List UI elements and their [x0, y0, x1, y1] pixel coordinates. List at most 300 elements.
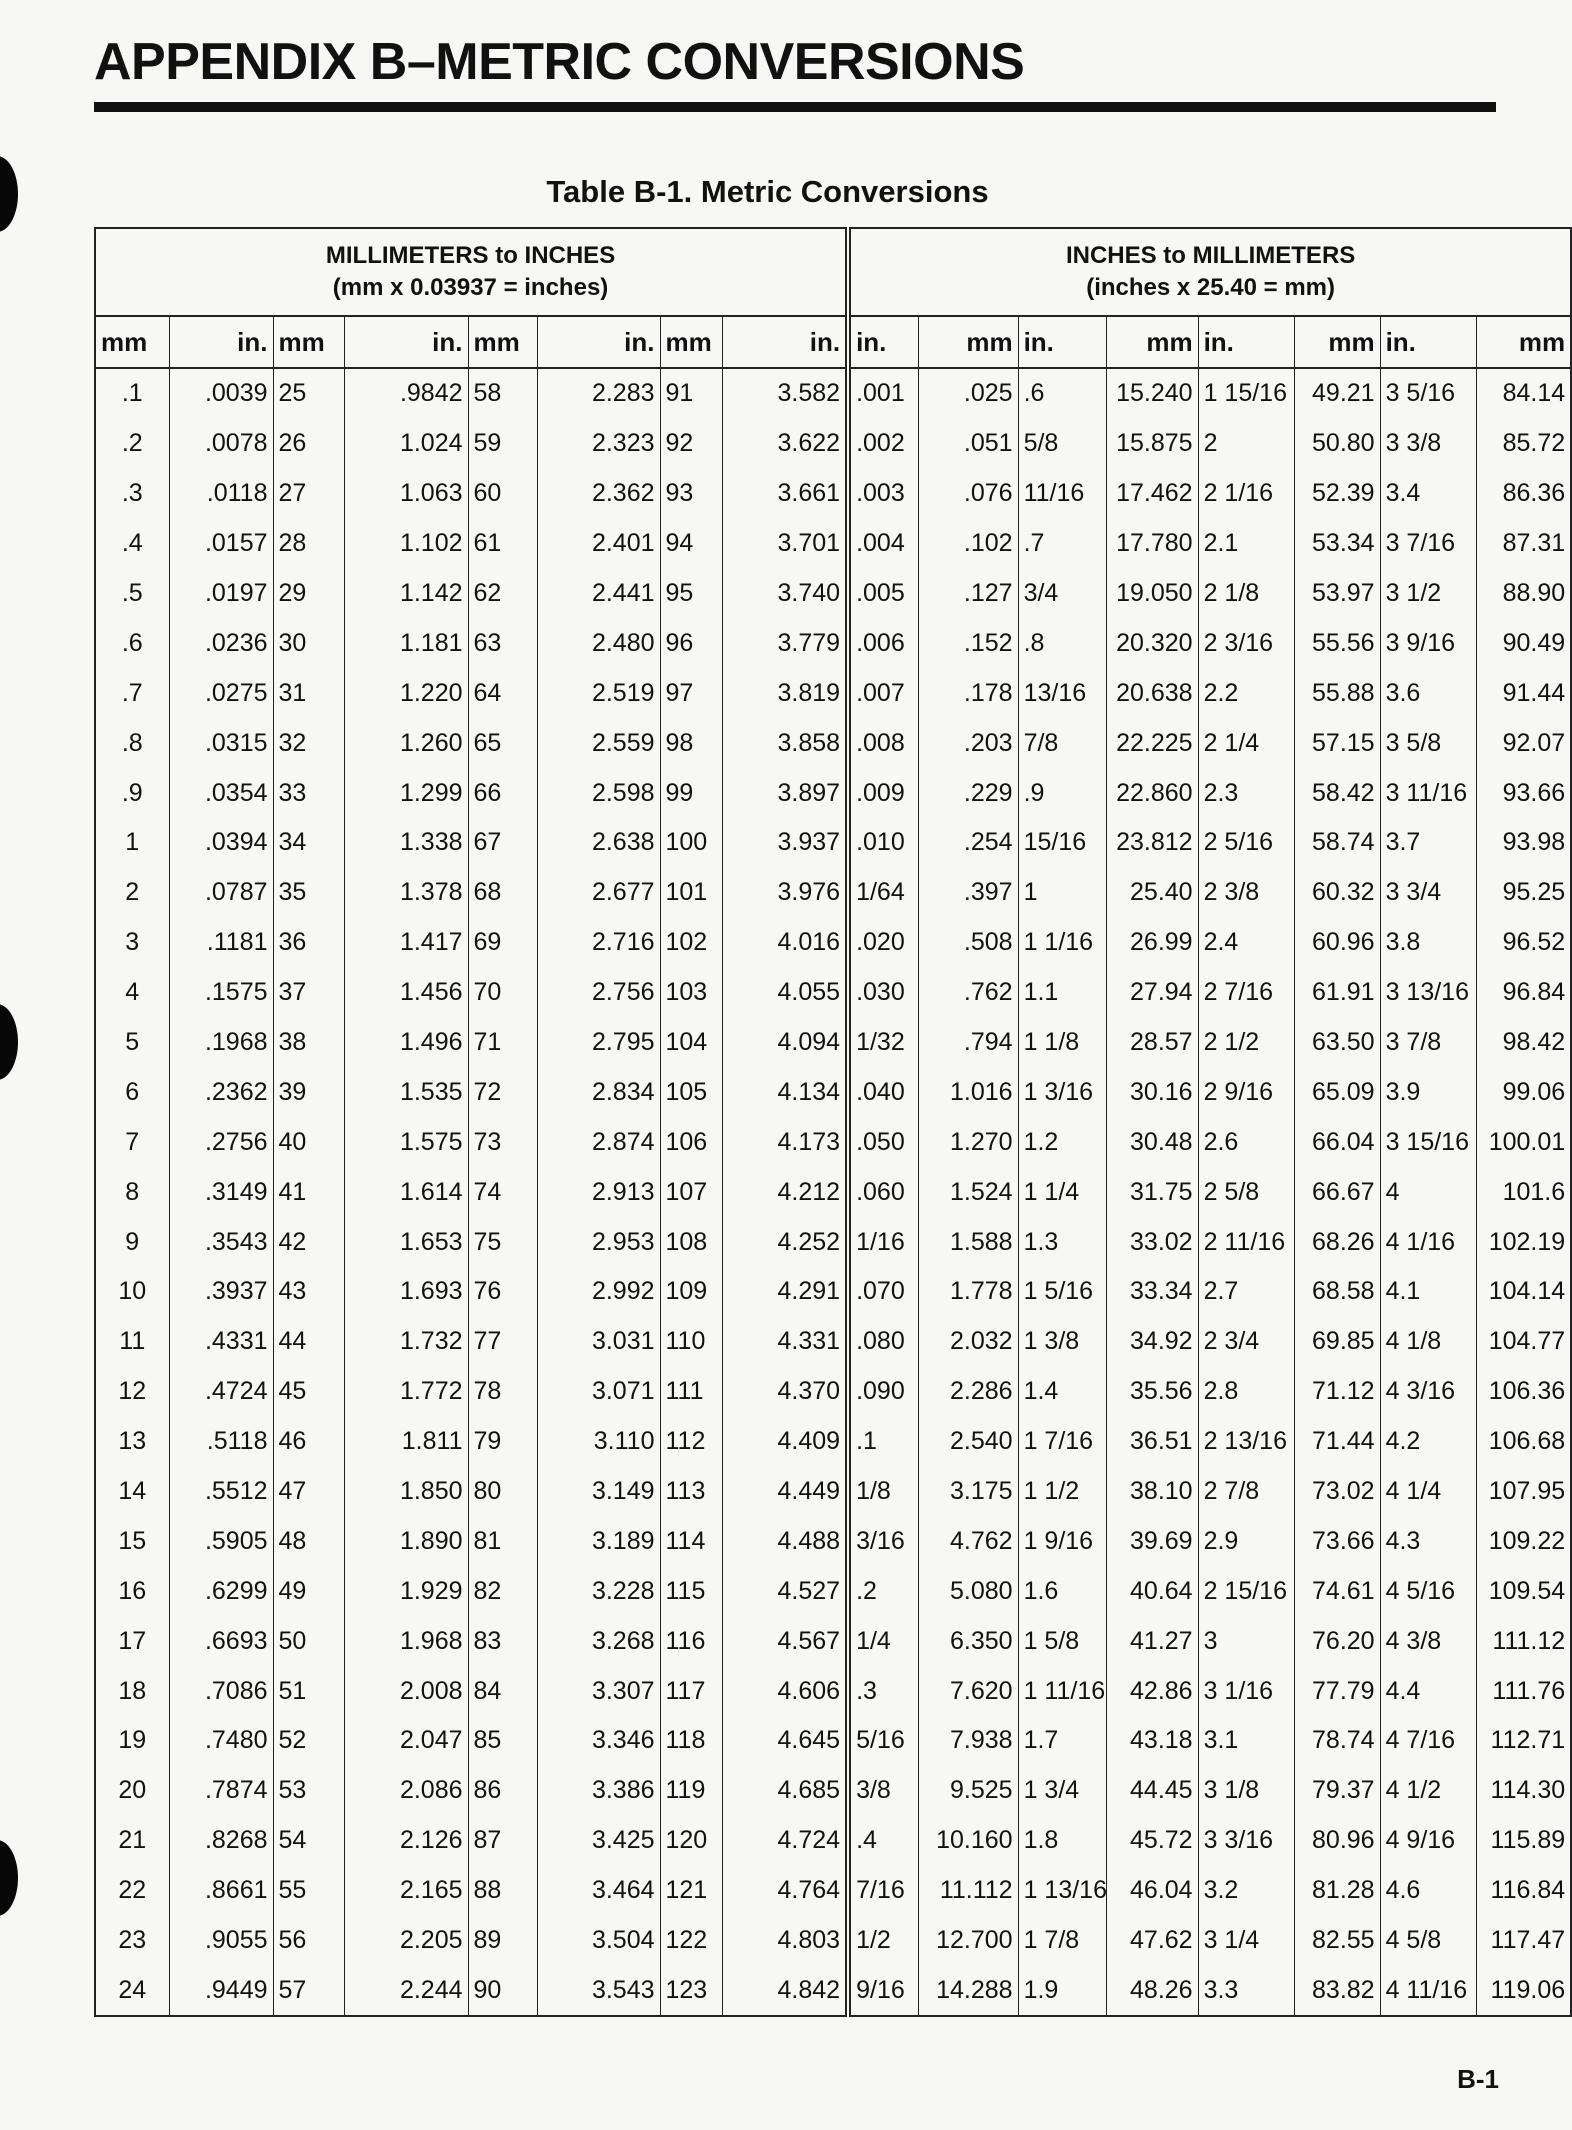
- table-cell: 104: [660, 1018, 722, 1068]
- table-cell: 33.02: [1106, 1217, 1198, 1267]
- table-cell: 111.76: [1476, 1666, 1571, 1716]
- table-cell: 3 5/8: [1380, 718, 1476, 768]
- table-cell: 107: [660, 1167, 722, 1217]
- table-cell: 98: [660, 718, 722, 768]
- table-cell: 1.016: [918, 1067, 1018, 1117]
- table-cell: 55.56: [1294, 618, 1380, 668]
- table-row: [95, 1766, 1571, 1816]
- table-cell: 38: [273, 1018, 344, 1068]
- table-cell: 2.480: [537, 618, 660, 668]
- table-row: [95, 1666, 1571, 1716]
- table-cell: 4: [1380, 1167, 1476, 1217]
- table-cell: 41.27: [1106, 1616, 1198, 1666]
- table-cell: 11/16: [1018, 469, 1106, 519]
- table-cell: 4 1/8: [1380, 1317, 1476, 1367]
- table-row: [95, 1716, 1571, 1766]
- table-cell: 34.92: [1106, 1317, 1198, 1367]
- table-cell: 51: [273, 1666, 344, 1716]
- table-cell: .2: [95, 419, 169, 469]
- table-cell: .003: [848, 469, 918, 519]
- table-cell: 4.567: [722, 1616, 848, 1666]
- table-cell: 61.91: [1294, 968, 1380, 1018]
- table-row: [95, 419, 1571, 469]
- table-cell: 102: [660, 918, 722, 968]
- table-cell: 13: [95, 1417, 169, 1467]
- table-cell: 84: [468, 1666, 537, 1716]
- table-cell: 1.102: [344, 519, 468, 569]
- table-cell: 81.28: [1294, 1866, 1380, 1916]
- table-cell: 23: [95, 1916, 169, 1966]
- table-cell: 4.803: [722, 1916, 848, 1966]
- table-cell: 2.441: [537, 569, 660, 619]
- table-cell: 2.519: [537, 668, 660, 718]
- table-cell: 96.84: [1476, 968, 1571, 1018]
- table-cell: .3: [95, 469, 169, 519]
- table-row: [95, 1018, 1571, 1068]
- table-cell: 33: [273, 768, 344, 818]
- table-cell: 2.795: [537, 1018, 660, 1068]
- table-cell: 93.98: [1476, 818, 1571, 868]
- table-cell: 30.48: [1106, 1117, 1198, 1167]
- section-header-mm-to-in: [95, 228, 848, 316]
- table-cell: 1 5/16: [1018, 1267, 1106, 1317]
- table-cell: 2.716: [537, 918, 660, 968]
- table-cell: 25.40: [1106, 868, 1198, 918]
- table-cell: 2.913: [537, 1167, 660, 1217]
- table-cell: 27: [273, 469, 344, 519]
- table-cell: .8661: [169, 1866, 273, 1916]
- table-row: [95, 1516, 1571, 1566]
- table-row: [95, 918, 1571, 968]
- table-cell: 69: [468, 918, 537, 968]
- table-cell: 2.559: [537, 718, 660, 768]
- table-cell: 11.112: [918, 1866, 1018, 1916]
- table-cell: 1 9/16: [1018, 1516, 1106, 1566]
- table-cell: 89: [468, 1916, 537, 1966]
- table-cell: .001: [848, 368, 918, 419]
- table-cell: 66.67: [1294, 1167, 1380, 1217]
- table-cell: 26: [273, 419, 344, 469]
- table-cell: 77.79: [1294, 1666, 1380, 1716]
- table-cell: 90.49: [1476, 618, 1571, 668]
- table-cell: .9449: [169, 1966, 273, 2017]
- table-cell: 4 7/16: [1380, 1716, 1476, 1766]
- table-cell: 7.620: [918, 1666, 1018, 1716]
- table-cell: 45: [273, 1367, 344, 1417]
- table-cell: 4 11/16: [1380, 1966, 1476, 2017]
- table-cell: 116: [660, 1616, 722, 1666]
- table-cell: 117: [660, 1666, 722, 1716]
- table-cell: 113: [660, 1467, 722, 1517]
- table-cell: 3 3/4: [1380, 868, 1476, 918]
- table-cell: 111: [660, 1367, 722, 1417]
- table-cell: 44: [273, 1317, 344, 1367]
- table-cell: .070: [848, 1267, 918, 1317]
- table-cell: 35.56: [1106, 1367, 1198, 1417]
- table-cell: 3.897: [722, 768, 848, 818]
- binder-hole: [0, 1840, 18, 1916]
- table-cell: 73.66: [1294, 1516, 1380, 1566]
- table-cell: 4.842: [722, 1966, 848, 2017]
- table-cell: 1/8: [848, 1467, 918, 1517]
- table-cell: 19.050: [1106, 569, 1198, 619]
- table-cell: 3.819: [722, 668, 848, 718]
- table-cell: 21: [95, 1816, 169, 1866]
- table-cell: .7874: [169, 1766, 273, 1816]
- table-cell: 46.04: [1106, 1866, 1198, 1916]
- table-cell: 15.240: [1106, 368, 1198, 419]
- table-cell: 84.14: [1476, 368, 1571, 419]
- table-cell: 1.588: [918, 1217, 1018, 1267]
- table-cell: 106.36: [1476, 1367, 1571, 1417]
- table-cell: .9055: [169, 1916, 273, 1966]
- table-row: [95, 569, 1571, 619]
- table-cell: 110: [660, 1317, 722, 1367]
- table-cell: 10.160: [918, 1816, 1018, 1866]
- table-cell: 22.860: [1106, 768, 1198, 818]
- table-cell: 2.032: [918, 1317, 1018, 1367]
- table-cell: 99: [660, 768, 722, 818]
- table-cell: 76: [468, 1267, 537, 1317]
- table-cell: 1.220: [344, 668, 468, 718]
- table-cell: 107.95: [1476, 1467, 1571, 1517]
- column-header: in.: [344, 316, 468, 368]
- table-cell: 120: [660, 1816, 722, 1866]
- table-cell: .008: [848, 718, 918, 768]
- table-cell: 2 9/16: [1198, 1067, 1294, 1117]
- table-cell: 50: [273, 1616, 344, 1666]
- table-cell: .6: [95, 618, 169, 668]
- table-cell: 1.693: [344, 1267, 468, 1317]
- table-cell: 27.94: [1106, 968, 1198, 1018]
- table-cell: 1.614: [344, 1167, 468, 1217]
- table-cell: 1 5/8: [1018, 1616, 1106, 1666]
- table-cell: 3 3/16: [1198, 1816, 1294, 1866]
- column-header-row: [95, 316, 1571, 368]
- table-cell: 105: [660, 1067, 722, 1117]
- table-cell: 101: [660, 868, 722, 918]
- table-cell: 68: [468, 868, 537, 918]
- table-cell: .002: [848, 419, 918, 469]
- table-cell: 39.69: [1106, 1516, 1198, 1566]
- table-cell: 3.228: [537, 1566, 660, 1616]
- table-cell: 115.89: [1476, 1816, 1571, 1866]
- table-cell: .0315: [169, 718, 273, 768]
- table-cell: 4.645: [722, 1716, 848, 1766]
- table-cell: .7: [1018, 519, 1106, 569]
- table-cell: 1.8: [1018, 1816, 1106, 1866]
- table-cell: .127: [918, 569, 1018, 619]
- table-cell: 2.834: [537, 1067, 660, 1117]
- table-cell: 45.72: [1106, 1816, 1198, 1866]
- table-cell: 57.15: [1294, 718, 1380, 768]
- table-cell: 108: [660, 1217, 722, 1267]
- table-cell: .080: [848, 1317, 918, 1367]
- table-cell: 50.80: [1294, 419, 1380, 469]
- table-cell: .152: [918, 618, 1018, 668]
- table-cell: 4.2: [1380, 1417, 1476, 1467]
- table-cell: 3.8: [1380, 918, 1476, 968]
- table-cell: 2.4: [1198, 918, 1294, 968]
- table-cell: 3.582: [722, 368, 848, 419]
- table-cell: 1.929: [344, 1566, 468, 1616]
- table-cell: 101.6: [1476, 1167, 1571, 1217]
- table-row: [95, 1367, 1571, 1417]
- table-cell: 2 15/16: [1198, 1566, 1294, 1616]
- table-row: [95, 1467, 1571, 1517]
- table-cell: .7086: [169, 1666, 273, 1716]
- table-cell: 1.299: [344, 768, 468, 818]
- table-cell: 95.25: [1476, 868, 1571, 918]
- table-cell: 42.86: [1106, 1666, 1198, 1716]
- table-cell: .0354: [169, 768, 273, 818]
- table-cell: 3.1: [1198, 1716, 1294, 1766]
- table-cell: 2.323: [537, 419, 660, 469]
- table-cell: 3: [95, 918, 169, 968]
- table-cell: 3.504: [537, 1916, 660, 1966]
- table-cell: 1.811: [344, 1417, 468, 1467]
- table-cell: 7/16: [848, 1866, 918, 1916]
- table-cell: 96.52: [1476, 918, 1571, 968]
- table-cell: 49.21: [1294, 368, 1380, 419]
- table-cell: 19: [95, 1716, 169, 1766]
- table-cell: 3.6: [1380, 668, 1476, 718]
- table-cell: 48.26: [1106, 1966, 1198, 2017]
- table-cell: 4.370: [722, 1367, 848, 1417]
- table-cell: 3.2: [1198, 1866, 1294, 1916]
- table-cell: 1.6: [1018, 1566, 1106, 1616]
- table-cell: 4 3/16: [1380, 1367, 1476, 1417]
- table-cell: 5.080: [918, 1566, 1018, 1616]
- table-cell: 4: [95, 968, 169, 1018]
- table-cell: 29: [273, 569, 344, 619]
- table-cell: 1.778: [918, 1267, 1018, 1317]
- table-cell: .0157: [169, 519, 273, 569]
- table-cell: 34: [273, 818, 344, 868]
- table-cell: 73.02: [1294, 1467, 1380, 1517]
- table-cell: 78: [468, 1367, 537, 1417]
- table-cell: 3.031: [537, 1317, 660, 1367]
- table-cell: 52: [273, 1716, 344, 1766]
- table-row: [95, 1816, 1571, 1866]
- table-row: [95, 818, 1571, 868]
- table-cell: 2.638: [537, 818, 660, 868]
- table-cell: .060: [848, 1167, 918, 1217]
- column-header: mm: [1106, 316, 1198, 368]
- table-cell: 4.1: [1380, 1267, 1476, 1317]
- table-cell: 1.968: [344, 1616, 468, 1666]
- table-cell: .1: [848, 1417, 918, 1467]
- table-cell: 3.9: [1380, 1067, 1476, 1117]
- table-cell: 79.37: [1294, 1766, 1380, 1816]
- table-cell: .0394: [169, 818, 273, 868]
- table-cell: 2 1/16: [1198, 469, 1294, 519]
- table-cell: 31.75: [1106, 1167, 1198, 1217]
- table-cell: 98.42: [1476, 1018, 1571, 1068]
- table-cell: 112: [660, 1417, 722, 1467]
- table-cell: 109.54: [1476, 1566, 1571, 1616]
- table-cell: 78.74: [1294, 1716, 1380, 1766]
- table-cell: 1.142: [344, 569, 468, 619]
- table-cell: 69.85: [1294, 1317, 1380, 1367]
- table-cell: 17: [95, 1616, 169, 1666]
- table-row: [95, 668, 1571, 718]
- table-cell: 3.858: [722, 718, 848, 768]
- table-cell: 1 1/2: [1018, 1467, 1106, 1517]
- table-cell: 3 5/16: [1380, 368, 1476, 419]
- table-cell: 82.55: [1294, 1916, 1380, 1966]
- table-cell: 3.307: [537, 1666, 660, 1716]
- table-cell: 39: [273, 1067, 344, 1117]
- table-cell: .0275: [169, 668, 273, 718]
- table-cell: 8: [95, 1167, 169, 1217]
- table-cell: 28.57: [1106, 1018, 1198, 1068]
- table-row: [95, 1267, 1571, 1317]
- table-cell: 90: [468, 1966, 537, 2017]
- column-header: mm: [1476, 316, 1571, 368]
- table-cell: 1/16: [848, 1217, 918, 1267]
- table-cell: 2.086: [344, 1766, 468, 1816]
- table-cell: 1.378: [344, 868, 468, 918]
- section-header-in-to-mm: [848, 228, 1571, 316]
- table-cell: 33.34: [1106, 1267, 1198, 1317]
- table-cell: 36.51: [1106, 1417, 1198, 1467]
- table-cell: 75: [468, 1217, 537, 1267]
- table-cell: 4.094: [722, 1018, 848, 1068]
- table-cell: 2.3: [1198, 768, 1294, 818]
- table-cell: 2.1: [1198, 519, 1294, 569]
- column-header: in.: [722, 316, 848, 368]
- table-cell: .6693: [169, 1616, 273, 1666]
- table-cell: 4.252: [722, 1217, 848, 1267]
- table-cell: 1 1/4: [1018, 1167, 1106, 1217]
- table-cell: .4: [95, 519, 169, 569]
- table-cell: .3543: [169, 1217, 273, 1267]
- table-cell: 87.31: [1476, 519, 1571, 569]
- table-cell: 2.953: [537, 1217, 660, 1267]
- table-cell: 54: [273, 1816, 344, 1866]
- table-cell: 12.700: [918, 1916, 1018, 1966]
- table-cell: .7: [95, 668, 169, 718]
- table-cell: 4 1/4: [1380, 1467, 1476, 1517]
- table-cell: 3.346: [537, 1716, 660, 1766]
- table-cell: 3.7: [1380, 818, 1476, 868]
- table-cell: 3 1/8: [1198, 1766, 1294, 1816]
- table-cell: 2 5/16: [1198, 818, 1294, 868]
- table-cell: 2.401: [537, 519, 660, 569]
- page-title: APPENDIX B–METRIC CONVERSIONS: [94, 33, 1025, 91]
- table-cell: 111.12: [1476, 1616, 1571, 1666]
- table-cell: .5: [95, 569, 169, 619]
- table-cell: 68.58: [1294, 1267, 1380, 1317]
- table-cell: 71.44: [1294, 1417, 1380, 1467]
- column-header: mm: [1294, 316, 1380, 368]
- table-cell: .009: [848, 768, 918, 818]
- table-cell: 1 1/16: [1018, 918, 1106, 968]
- table-cell: 2 1/8: [1198, 569, 1294, 619]
- table-cell: .8: [1018, 618, 1106, 668]
- table-cell: 3 15/16: [1380, 1117, 1476, 1167]
- column-header: in.: [1018, 316, 1106, 368]
- table-cell: 66: [468, 768, 537, 818]
- table-cell: .397: [918, 868, 1018, 918]
- table-cell: 3.661: [722, 469, 848, 519]
- table-cell: 4.291: [722, 1267, 848, 1317]
- table-cell: 35: [273, 868, 344, 918]
- table-cell: 32: [273, 718, 344, 768]
- table-cell: 6: [95, 1067, 169, 1117]
- table-cell: .1: [95, 368, 169, 419]
- table-cell: 4 3/8: [1380, 1616, 1476, 1666]
- table-cell: 123: [660, 1966, 722, 2017]
- table-cell: 1.338: [344, 818, 468, 868]
- table-row: [95, 1067, 1571, 1117]
- table-cell: 3.464: [537, 1866, 660, 1916]
- metric-conversion-table: [94, 227, 1572, 2017]
- table-cell: 68.26: [1294, 1217, 1380, 1267]
- table-cell: .007: [848, 668, 918, 718]
- table-cell: 80: [468, 1467, 537, 1517]
- column-header: mm: [918, 316, 1018, 368]
- table-cell: .4: [848, 1816, 918, 1866]
- table-cell: 1.270: [918, 1117, 1018, 1167]
- table-cell: 74: [468, 1167, 537, 1217]
- table-cell: 3.976: [722, 868, 848, 918]
- table-row: [95, 519, 1571, 569]
- table-cell: 86.36: [1476, 469, 1571, 519]
- table-cell: 1.063: [344, 469, 468, 519]
- table-cell: .254: [918, 818, 1018, 868]
- table-cell: 70: [468, 968, 537, 1018]
- table-cell: 121: [660, 1866, 722, 1916]
- table-cell: 1.653: [344, 1217, 468, 1267]
- table-cell: 81: [468, 1516, 537, 1566]
- table-cell: 4.6: [1380, 1866, 1476, 1916]
- table-cell: 2.8: [1198, 1367, 1294, 1417]
- table-cell: 14.288: [918, 1966, 1018, 2017]
- table-cell: .010: [848, 818, 918, 868]
- table-cell: 28: [273, 519, 344, 569]
- table-cell: 5/16: [848, 1716, 918, 1766]
- table-cell: 1: [1018, 868, 1106, 918]
- table-cell: .030: [848, 968, 918, 1018]
- table-cell: 3.189: [537, 1516, 660, 1566]
- table-cell: 109: [660, 1267, 722, 1317]
- table-cell: .203: [918, 718, 1018, 768]
- table-cell: 88.90: [1476, 569, 1571, 619]
- table-cell: 117.47: [1476, 1916, 1571, 1966]
- table-cell: 42: [273, 1217, 344, 1267]
- table-cell: 9.525: [918, 1766, 1018, 1816]
- table-cell: 91.44: [1476, 668, 1571, 718]
- table-cell: 63: [468, 618, 537, 668]
- table-cell: 49: [273, 1566, 344, 1616]
- table-cell: 4.762: [918, 1516, 1018, 1566]
- table-cell: 1.575: [344, 1117, 468, 1167]
- table-cell: 1/64: [848, 868, 918, 918]
- table-cell: 65.09: [1294, 1067, 1380, 1117]
- table-cell: 41: [273, 1167, 344, 1217]
- table-cell: 4.016: [722, 918, 848, 968]
- table-cell: .5905: [169, 1516, 273, 1566]
- table-cell: 58.42: [1294, 768, 1380, 818]
- table-cell: 118: [660, 1716, 722, 1766]
- table-cell: .762: [918, 968, 1018, 1018]
- table-cell: 2.992: [537, 1267, 660, 1317]
- table-cell: 2 13/16: [1198, 1417, 1294, 1467]
- table-cell: .020: [848, 918, 918, 968]
- table-row: [95, 469, 1571, 519]
